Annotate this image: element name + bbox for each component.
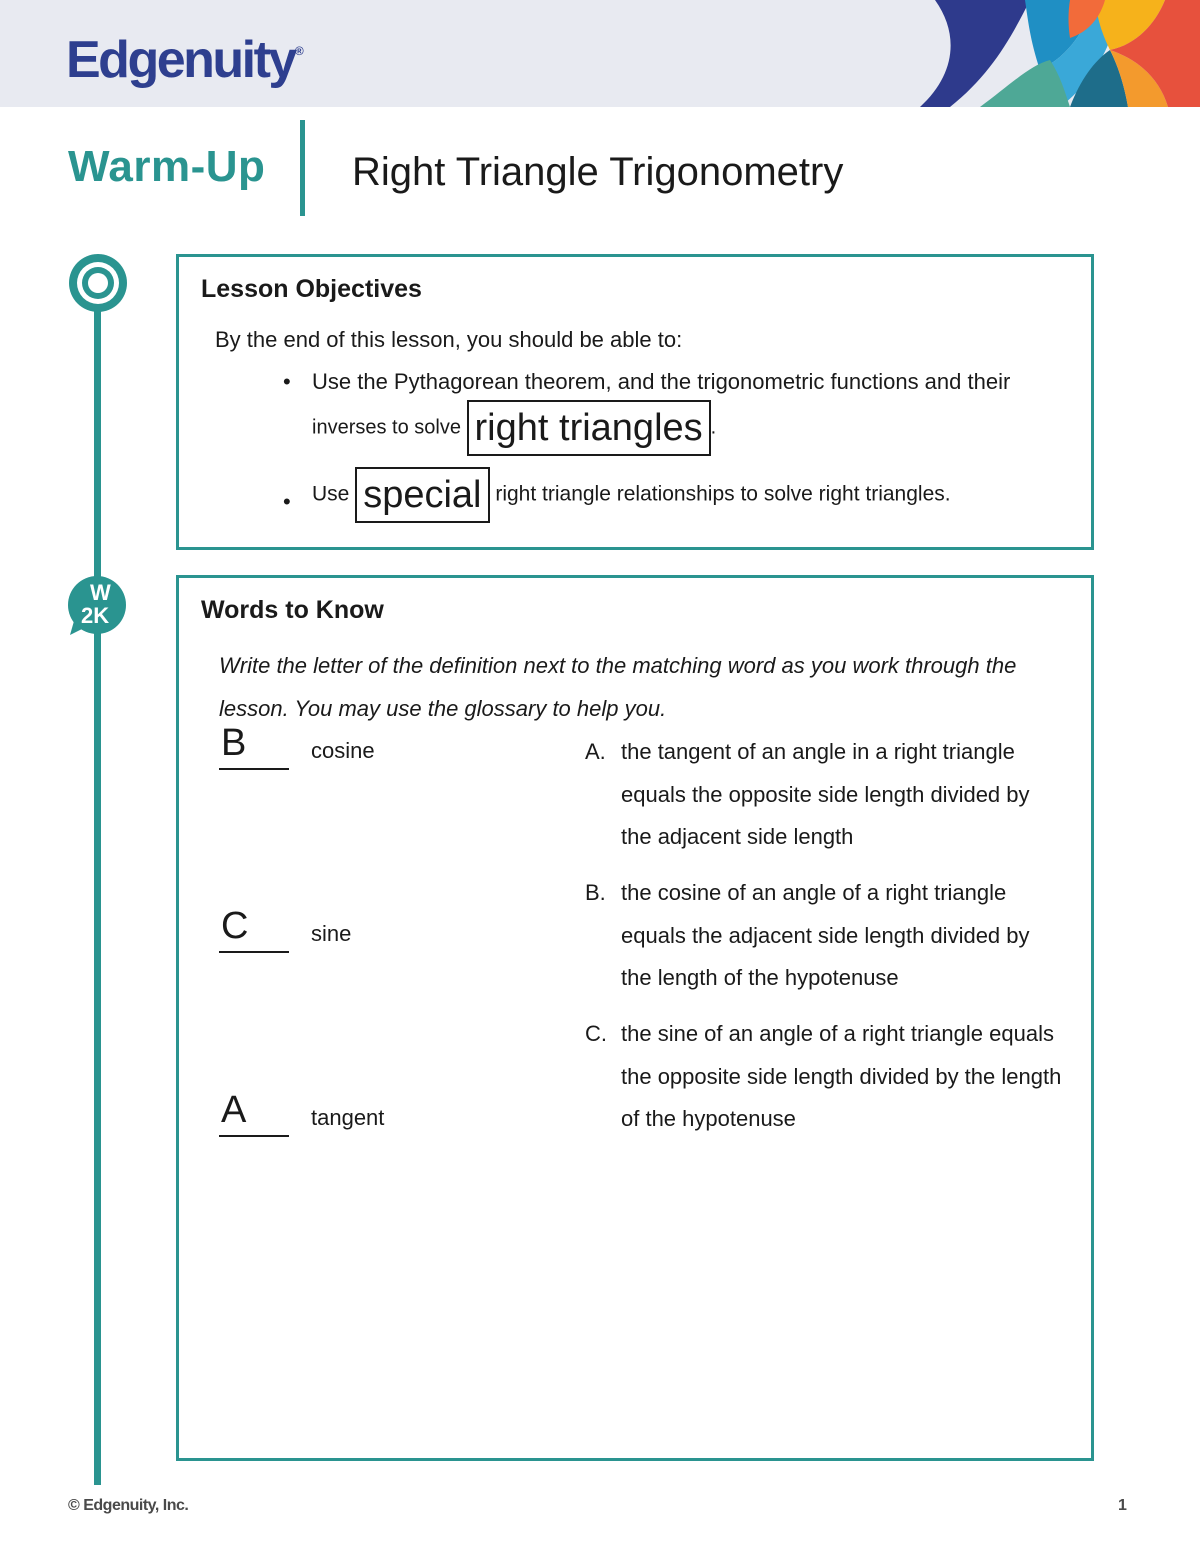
objectives-heading: Lesson Objectives [201, 275, 422, 303]
svg-text:W: W [90, 580, 111, 605]
timeline-bar [94, 300, 101, 1485]
word-label: tangent [311, 1105, 385, 1130]
objective-1-line2: inverses to solve right triangles . [312, 400, 716, 456]
objective-1-line1: Use the Pythagorean theorem, and the trigonometric functions and their [312, 369, 1011, 394]
answer-field-right-triangles[interactable]: right triangles [467, 400, 711, 456]
section-label: Warm-Up [68, 142, 266, 191]
lesson-objectives-box [176, 254, 1094, 550]
copyright: © Edgenuity, Inc. [68, 1497, 189, 1514]
word-label: sine [311, 921, 352, 946]
answer-field-special[interactable]: special [355, 467, 489, 523]
definition-a: A. the tangent of an angle in a right triangle equals the opposite side length divided by the adjacent side length [585, 739, 1030, 849]
definition-b: B. the cosine of an angle of a right triangle equals the adjacent side length divided by the length of the hypotenuse [585, 880, 1030, 990]
decorative-header-graphic [920, 0, 1200, 107]
bullet-dot: • [283, 489, 291, 514]
svg-text:2K: 2K [81, 603, 110, 628]
words-heading: Words to Know [201, 596, 384, 624]
target-icon [67, 252, 129, 314]
instructions: Write the letter of the definition next to the matching word as you work through the lesson. You may use the glossary to help you. [219, 653, 1017, 721]
bullet-dot: • [283, 369, 291, 394]
page-title: Right Triangle Trigonometry [352, 150, 844, 194]
page-number: 1 [1118, 1497, 1127, 1514]
answer-blank-sine[interactable]: C [219, 911, 289, 953]
objectives-intro: By the end of this lesson, you should be able to: [215, 327, 683, 352]
edgenuity-logo: Edgenuity® [66, 31, 304, 89]
definition-c: C. the sine of an angle of a right triangle equals the opposite side length divided by the length of the hypotenuse [585, 1021, 1062, 1131]
title-divider [300, 120, 305, 216]
words-to-know-icon [66, 575, 128, 637]
answer-blank-tangent[interactable]: A [219, 1095, 289, 1137]
objective-2: Use special right triangle relationships to solve right triangles. [312, 467, 951, 523]
answer-blank-cosine[interactable]: B [219, 728, 289, 770]
words-to-know-box [176, 575, 1094, 1461]
word-label: cosine [311, 738, 375, 763]
header-band [0, 0, 1200, 107]
